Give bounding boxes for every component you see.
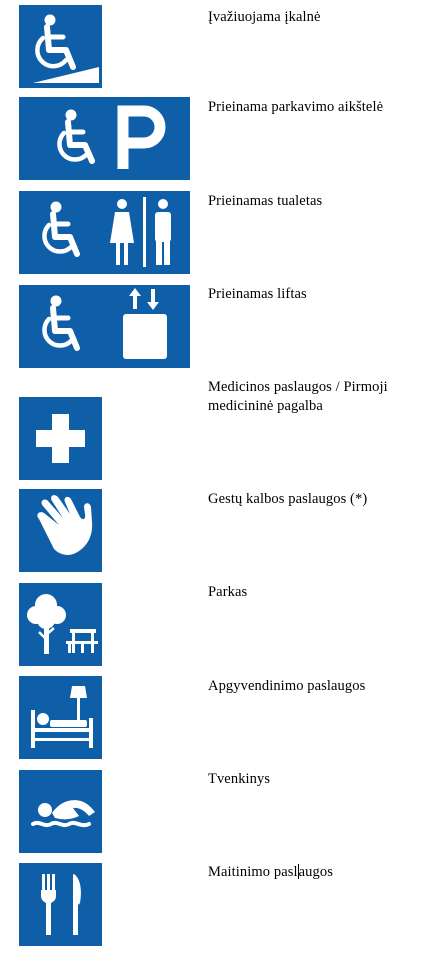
item-label: Apgyvendinimo paslaugos [208,678,366,694]
item-label: Gestų kalbos paslaugos (*) [208,491,368,507]
sign-language-hand-icon [19,489,102,572]
bed-lamp-icon [19,676,102,759]
label-text-after-cursor: augos [298,864,333,880]
swimmer-icon [19,770,102,853]
item-label: Prieinama parkavimo aikštelė [208,99,384,115]
accessible-parking-icon [19,97,190,180]
item-label: Įvažiuojama įkalnė [208,9,321,25]
item-label: Prieinamas tualetas [208,193,323,209]
item-label: Prieinamas liftas [208,286,307,302]
item-label: Medicinos paslaugos / Pirmoji medicininė pagalba [208,379,388,414]
fork-knife-icon [19,863,102,946]
label-text-before-cursor: Maitinimo pasl [208,864,298,880]
item-label: Tvenkinys [208,771,271,787]
park-tree-bench-icon [19,583,102,666]
wheelchair-ramp-icon [19,5,102,88]
item-label: Parkas [208,584,248,600]
accessible-lift-icon [19,285,190,368]
accessible-toilet-icon [19,191,190,274]
first-aid-cross-icon [19,397,102,480]
item-label [208,863,333,882]
